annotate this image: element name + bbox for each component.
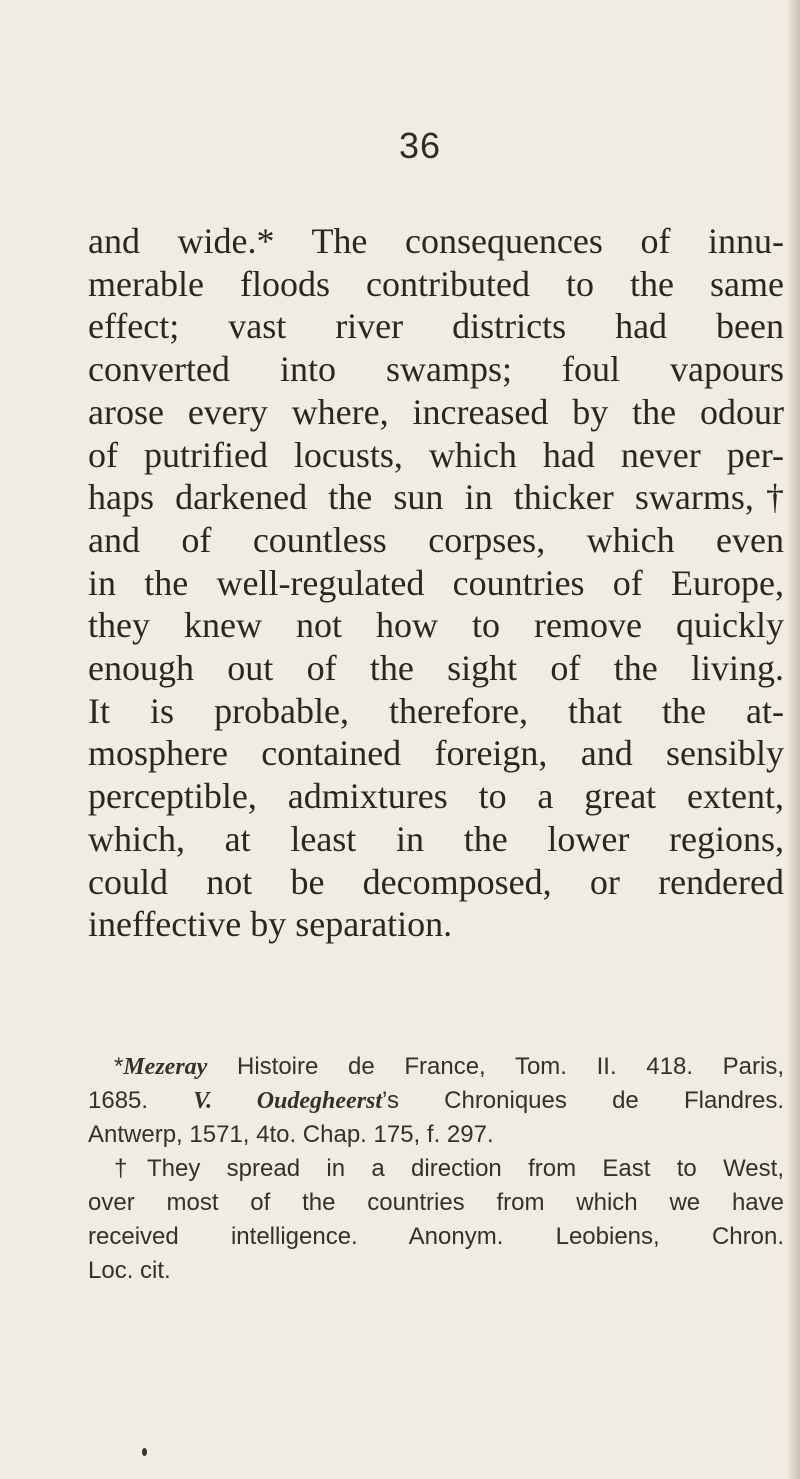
footnote-1-year: 1685. bbox=[88, 1087, 194, 1114]
body-line: in the well-regulated countries of Europe, bbox=[88, 562, 784, 603]
body-line: haps darkened the sun in thicker swarms,† bbox=[88, 477, 784, 518]
body-line: could not be decomposed, or rendered bbox=[88, 861, 784, 902]
footnote-1-line-3: Antwerp, 1571, 4to. Chap. 175, f. 297. bbox=[88, 1121, 494, 1148]
body-line: mosphere contained foreign, and sensibly bbox=[88, 733, 784, 774]
footnote-2-line-2: over most of the countries from which we have bbox=[88, 1189, 784, 1216]
page-number: 36 bbox=[398, 125, 442, 166]
body-line: of putrified locusts, which had never per- bbox=[88, 434, 784, 475]
footnote-1-marker: * bbox=[114, 1053, 124, 1080]
footnote-2-line-1: †They spread in a direction from East to West, bbox=[114, 1155, 784, 1182]
footnote-1-citation: Histoire de France, Tom. II. 418. Paris, bbox=[207, 1053, 784, 1080]
footnote-1-citation-2: ’s Chroniques de Flandres. bbox=[382, 1087, 785, 1114]
body-line: which, at least in the lower regions, bbox=[88, 818, 784, 859]
body-line-last: ineffective by separation. bbox=[88, 904, 453, 945]
body-text bbox=[88, 220, 788, 946]
body-line: enough out of the sight of the living. bbox=[88, 648, 784, 689]
footnote-1-author: Mezeray bbox=[123, 1054, 208, 1080]
body-line: and of countless corpses, which even bbox=[88, 519, 784, 560]
ink-speck bbox=[142, 1448, 147, 1456]
footnote-2-line-4: Loc. cit. bbox=[88, 1257, 171, 1284]
footnote-1-author-2: V. Oudegheerst bbox=[193, 1088, 383, 1114]
body-line: converted into swamps; foul vapours bbox=[88, 349, 784, 390]
page-edge bbox=[788, 0, 800, 1479]
body-line: merable floods contributed to the same bbox=[88, 263, 784, 304]
footnote-1-line-2 bbox=[88, 1084, 784, 1118]
body-line: arose every where, increased by the odour bbox=[88, 391, 784, 432]
body-line: they knew not how to remove quickly bbox=[88, 605, 784, 646]
body-line: and wide.* The consequences of innu- bbox=[88, 221, 784, 261]
body-line: effect; vast river districts had been bbox=[88, 306, 784, 347]
footnote-1-line-1 bbox=[88, 1050, 784, 1084]
body-line: It is probable, therefore, that the at- bbox=[88, 690, 784, 731]
body-line: perceptible, admixtures to a great extent, bbox=[88, 776, 784, 817]
footnotes bbox=[88, 1050, 788, 1288]
footnote-2-line-3: received intelligence. Anonym. Leobiens, Chron. bbox=[88, 1223, 784, 1250]
